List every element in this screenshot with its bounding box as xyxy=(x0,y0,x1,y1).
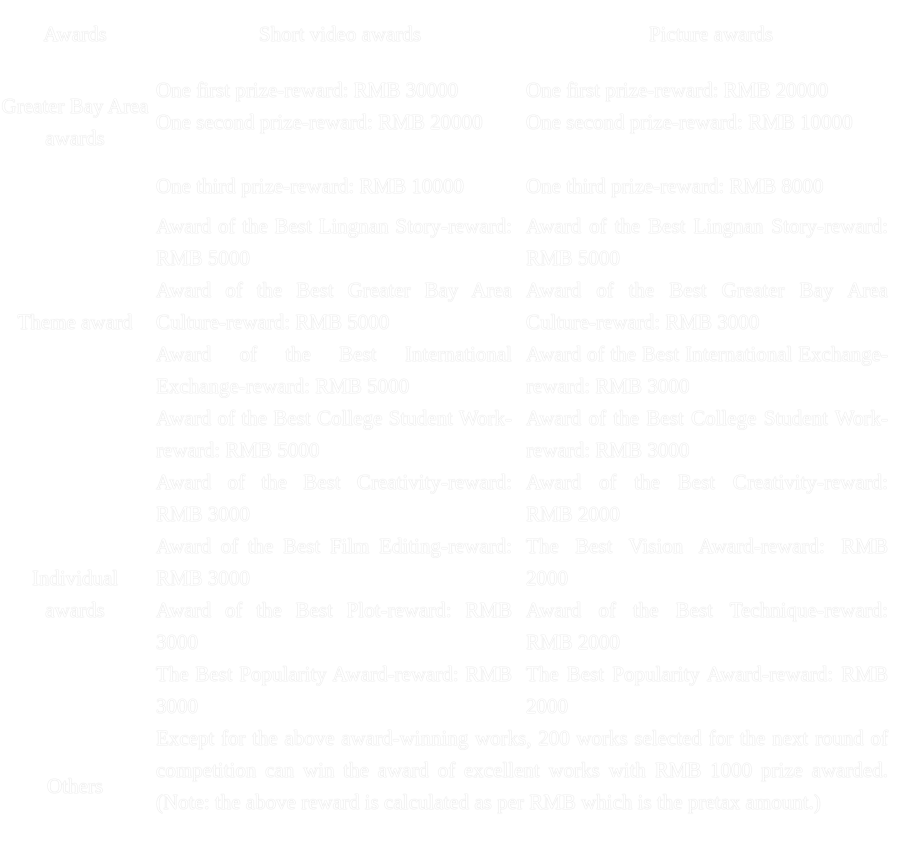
individual-video-4: The Best Popularity Award-reward: RMB 3000 xyxy=(156,662,512,718)
individual-picture-2: The Best Vision Award-reward: RMB 2000 xyxy=(526,534,888,590)
theme-picture-4: Award of the Best College Student Work-reward: RMB 3000 xyxy=(526,406,888,462)
individual-picture-1: Award of the Best Creativity-reward: RMB 2000 xyxy=(526,470,888,526)
greater-bay-video-2: One second prize-reward: RMB 20000 xyxy=(156,110,483,134)
header-awards: Awards xyxy=(43,22,107,46)
theme-video-2: Award of the Best Greater Bay Area Culture-reward: RMB 5000 xyxy=(156,278,512,334)
theme-award-label: Theme award xyxy=(17,310,133,334)
theme-picture-3: Award of the Best International Exchange-reward: RMB 3000 xyxy=(526,342,888,398)
greater-bay-video-1: One first prize-reward: RMB 30000 xyxy=(156,78,459,102)
individual-picture-3: Award of the Best Technique-reward: RMB 2000 xyxy=(526,598,888,654)
greater-bay-area-label: Greater Bay Area awards xyxy=(1,94,149,150)
greater-bay-picture-2: One second prize-reward: RMB 10000 xyxy=(526,110,853,134)
theme-picture-1: Award of the Best Lingnan Story-reward: RMB 5000 xyxy=(526,214,888,270)
individual-video-3: Award of the Best Plot-reward: RMB 3000 xyxy=(156,598,512,654)
theme-picture-2: Award of the Best Greater Bay Area Culture-reward: RMB 3000 xyxy=(526,278,888,334)
others-label: Others xyxy=(47,774,103,798)
greater-bay-picture-3: One third prize-reward: RMB 8000 xyxy=(526,174,824,198)
individual-video-1: Award of the Best Creativity-reward: RMB 3000 xyxy=(156,470,512,526)
header-picture-awards: Picture awards xyxy=(648,22,774,46)
theme-video-4: Award of the Best College Student Work-reward: RMB 5000 xyxy=(156,406,512,462)
greater-bay-video-3: One third prize-reward: RMB 10000 xyxy=(156,174,464,198)
table-header xyxy=(0,18,901,50)
individual-picture-4: The Best Popularity Award-reward: RMB 2000 xyxy=(526,662,888,718)
header-short-video-awards: Short video awards xyxy=(258,22,422,46)
others-text: Except for the above award-winning works, 200 works selected for the next round of competition can win the award of excellent works with RMB 1000 prize awarded. (Note: the above reward is calculated as per RMB which is the pretax amount.) xyxy=(156,726,888,814)
individual-awards-label: Individual awards xyxy=(31,566,119,622)
theme-video-3: Award of the Best International Exchange-reward: RMB 5000 xyxy=(156,342,512,398)
theme-video-1: Award of the Best Lingnan Story-reward: RMB 5000 xyxy=(156,214,512,270)
individual-video-2: Award of the Best Film Editing-reward: RMB 3000 xyxy=(156,534,512,590)
greater-bay-picture-1: One first prize-reward: RMB 20000 xyxy=(526,78,829,102)
